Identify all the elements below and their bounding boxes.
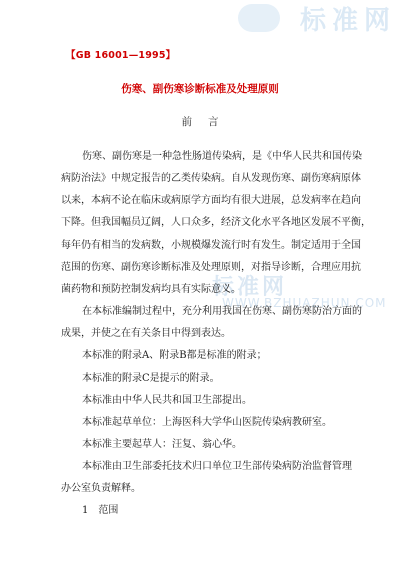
- watermark-logo: [232, 0, 400, 36]
- body-line: 病防治法》中规定报告的乙类传染病。自从发现伤寒、副伤寒病原体: [61, 173, 361, 184]
- body-line: 下降。但我国幅员辽阔，人口众多，经济文化水平各地区发展不平衡，: [61, 217, 371, 228]
- body-line: 本标准的附录C是提示的附录。: [82, 373, 220, 384]
- body-line: 办公室负责解释。: [61, 483, 141, 494]
- preface-heading: 前言: [181, 116, 235, 128]
- body-line: 本标准由卫生部委托技术归口单位卫生部传染病防治监督管理: [82, 461, 352, 472]
- body-line: 范围的伤寒、副伤寒诊断标准及处理原则，对指导诊断，合理应用抗: [61, 262, 361, 273]
- watermark-brand-text: 标准网: [299, 5, 396, 36]
- watermark-center: 标准网: [212, 275, 288, 300]
- watermark-url: WWW.BZHUAZHUN.COM: [222, 296, 387, 310]
- body-line: 成果，并使之在有关条目中得到表达。: [61, 328, 231, 339]
- section-heading: 1 范围: [82, 505, 119, 516]
- body-line: 每年仍有相当的发病数，小规模爆发流行时有发生。制定适用于全国: [61, 240, 361, 251]
- standard-code: 【GB 16001—1995】: [66, 50, 176, 61]
- body-line: 以来，本病不论在临床或病原学方面均有很大进展，总发病率在趋向: [61, 195, 361, 206]
- document-title: 伤寒、副伤寒诊断标准及处理原则: [121, 83, 279, 95]
- body-line: 本标准由中华人民共和国卫生部提出。: [82, 395, 252, 406]
- body-line: 本标准的附录A、附录B都是标准的附录；: [82, 350, 267, 361]
- body-line: 在本标准编制过程中，充分利用我国在伤寒、副伤寒防治方面的: [82, 306, 362, 317]
- body-line: 本标准起草单位：上海医科大学华山医院传染病教研室。: [82, 417, 332, 428]
- body-line: 本标准主要起草人：汪复、翁心华。: [82, 439, 242, 450]
- body-line: 菌药物和预防控制发病均具有实际意义。: [61, 284, 241, 295]
- body-line: 伤寒、副伤寒是一种急性肠道传染病，是《中华人民共和国传染: [82, 151, 362, 162]
- watermark-emblem-icon: [238, 4, 280, 32]
